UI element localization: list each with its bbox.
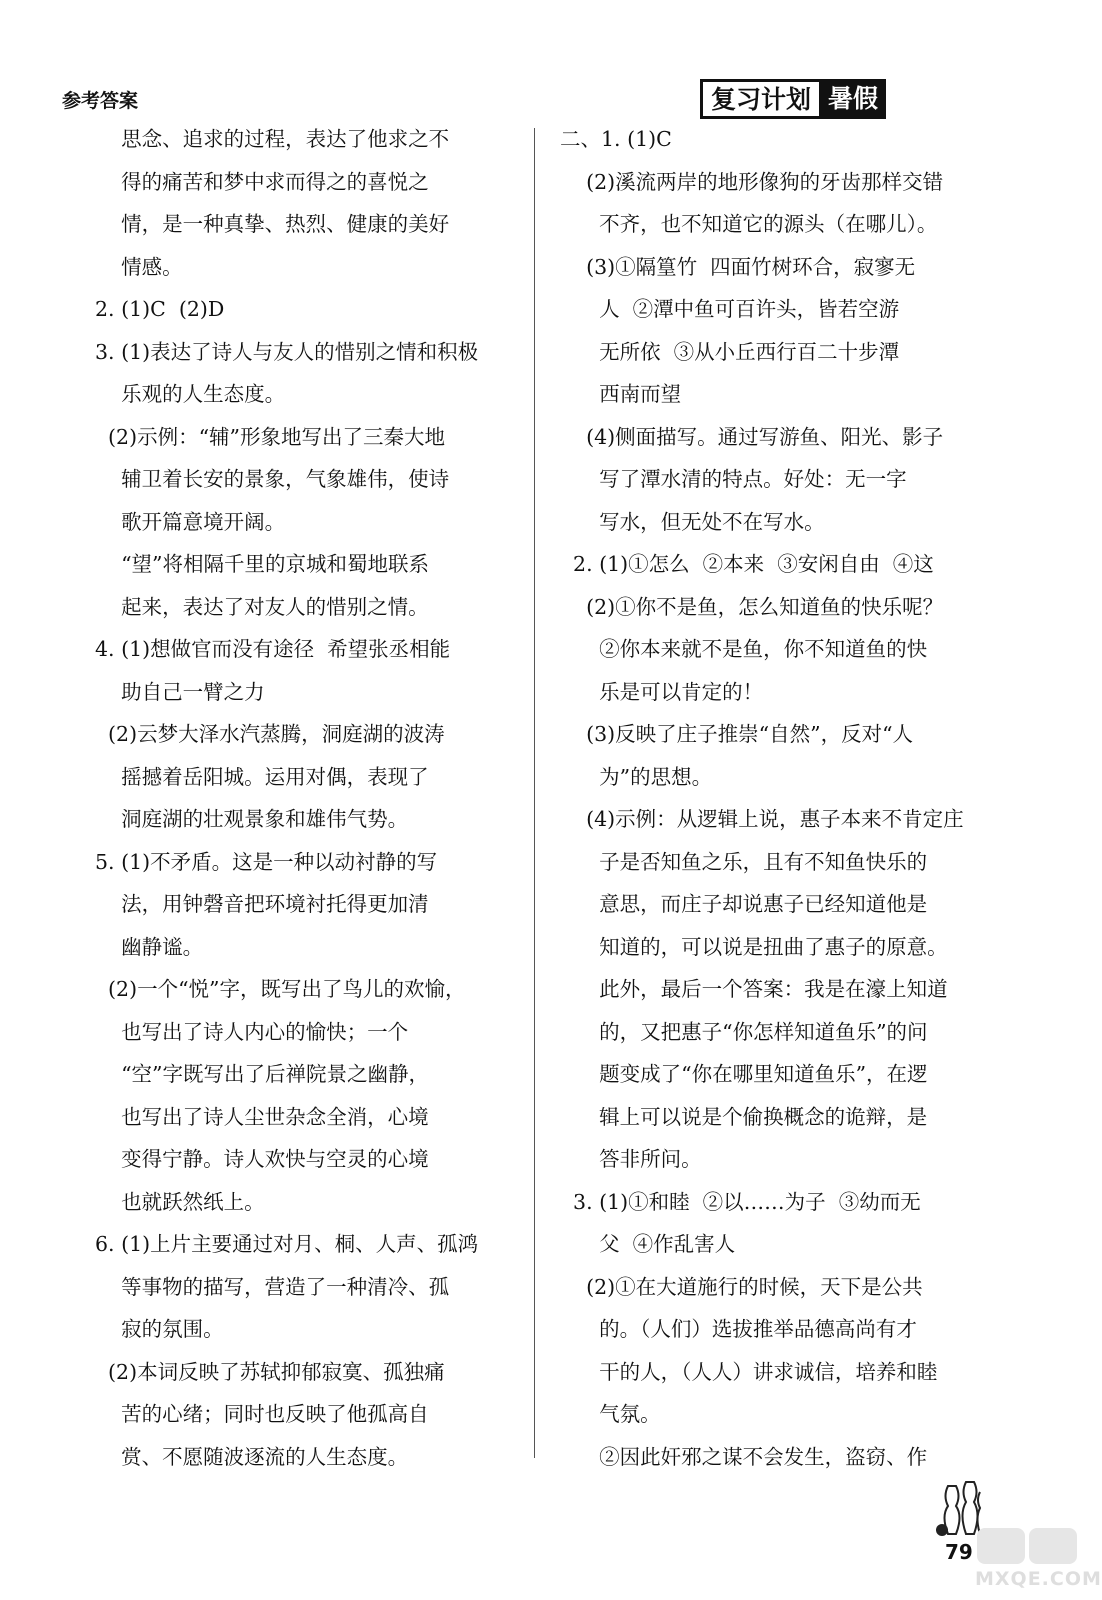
left-answer-line: 辅卫着长安的景象，气象雄伟，使诗 <box>95 467 450 491</box>
right-answer-line: 的，又把惠子“你怎样知道鱼乐”的问 <box>560 1019 928 1044</box>
right-answer-line: 的。（人们）选拔推举品德高尚有才 <box>560 1317 917 1341</box>
right-answer-line: 2. (1)①怎么 ②本来 ③安闲自由 ④这 <box>560 552 934 576</box>
left-answer-line: 寂的氛围。 <box>95 1317 224 1341</box>
right-answer-line: 题变成了“你在哪里知道鱼乐”，在逻 <box>560 1062 928 1086</box>
left-answer-line: 赏、不愿随波逐流的人生态度。 <box>95 1444 409 1469</box>
right-answer-line: 气氛。 <box>560 1402 661 1426</box>
badge-plan-text: 复习计划 <box>700 79 822 119</box>
right-answer-line: 不齐，也不知道它的源头（在哪儿）。 <box>560 212 938 236</box>
right-answer-line: 西南而望 <box>560 382 682 406</box>
left-answer-line: 洞庭湖的壮观景象和雄伟气势。 <box>95 807 409 831</box>
right-answer-line: (3)反映了庄子推崇“自然”，反对“人 <box>560 722 914 746</box>
left-answer-line: 苦的心绪；同时也反映了他孤高自 <box>95 1402 429 1426</box>
right-answer-line: (2)①你不是鱼，怎么知道鱼的快乐呢？ <box>560 594 944 619</box>
right-answer-line: 乐是可以肯定的！ <box>560 679 764 704</box>
section-label: 参考答案 <box>62 90 139 112</box>
right-answer-line: (3)①隔篁竹 四面竹树环合，寂寥无 <box>560 254 916 279</box>
right-answer-line: 二、1. (1)C <box>560 127 672 151</box>
right-answer-line: (2)①在大道施行的时候，天下是公共 <box>560 1274 923 1299</box>
left-answer-line: 幽静谧。 <box>95 934 204 959</box>
left-answer-line: (2)一个“悦”字，既写出了鸟儿的欢愉， <box>95 977 466 1001</box>
left-answer-line: 情，是一种真挚、热烈、健康的美好 <box>95 212 450 236</box>
right-answer-line: (2)溪流两岸的地形像狗的牙齿那样交错 <box>560 169 944 194</box>
left-answer-line: 起来，表达了对友人的惜别之情。 <box>95 594 429 619</box>
right-answer-line: 为”的思想。 <box>560 764 713 789</box>
watermark-logo-icon <box>975 1520 1080 1568</box>
right-answer-line: (4)示例：从逻辑上说，惠子本来不肯定庄 <box>560 807 964 831</box>
left-answer-line: 3. (1)表达了诗人与友人的惜别之情和积极 <box>95 339 479 364</box>
left-answer-line: 5. (1)不矛盾。这是一种以动衬静的写 <box>95 849 438 874</box>
left-answer-line: 助自己一臂之力 <box>95 679 265 704</box>
right-answer-line: 无所依 ③从小丘西行百二十步潭 <box>560 339 900 364</box>
left-answer-line: 6. (1)上片主要通过对月、桐、人声、孤鸿 <box>95 1232 479 1256</box>
right-answer-line: 写了潭水清的特点。好处：无一字 <box>560 467 907 491</box>
right-answer-line: 子是否知鱼之乐，且有不知鱼快乐的 <box>560 849 928 874</box>
right-answer-line: ②你本来就不是鱼，你不知道鱼的快 <box>560 637 928 661</box>
right-answer-column <box>560 118 1005 1478</box>
left-answer-line: 2. (1)C (2)D <box>95 297 225 321</box>
summer-review-badge <box>700 79 886 119</box>
badge-season-text: 暑假 <box>822 81 884 117</box>
left-answer-line: 得的痛苦和梦中求而得之的喜悦之 <box>95 169 429 194</box>
right-answer-line: 意思，而庄子却说惠子已经知道他是 <box>560 892 928 916</box>
right-answer-line: 干的人，（人人）讲求诚信，培养和睦 <box>560 1359 938 1384</box>
left-answer-line: 4. (1)想做官而没有途径 希望张丞相能 <box>95 637 451 661</box>
page-number: 79 <box>945 1540 973 1564</box>
left-answer-line: 歌开篇意境开阔。 <box>95 509 286 534</box>
right-answer-line: 辑上可以说是个偷换概念的诡辩，是 <box>560 1104 928 1129</box>
site-watermark <box>975 1520 1102 1595</box>
left-answer-line: (2)本词反映了苏轼抑郁寂寞、孤独痛 <box>95 1359 445 1384</box>
left-answer-line: (2)示例：“辅”形象地写出了三秦大地 <box>95 424 446 449</box>
left-answer-line: 情感。 <box>95 254 183 279</box>
right-answer-line: 知道的，可以说是扭曲了惠子的原意。 <box>560 934 948 959</box>
right-answer-line: (4)侧面描写。通过写游鱼、阳光、影子 <box>560 424 944 449</box>
column-divider <box>534 128 535 1458</box>
left-answer-line: 也写出了诗人内心的愉快；一个 <box>95 1019 409 1044</box>
right-answer-line: 此外，最后一个答案：我是在濠上知道 <box>560 977 948 1001</box>
left-answer-line: 也写出了诗人尘世杂念全消，心境 <box>95 1104 429 1129</box>
left-answer-line: 也就跃然纸上。 <box>95 1189 265 1214</box>
left-answer-line: 变得宁静。诗人欢快与空灵的心境 <box>95 1147 429 1171</box>
left-answer-line: 乐观的人生态度。 <box>95 382 286 406</box>
right-answer-line: 答非所问。 <box>560 1147 702 1171</box>
right-answer-line: 写水，但无处不在写水。 <box>560 509 825 534</box>
watermark-url: MXQE.COM <box>975 1568 1102 1590</box>
right-answer-line: 人 ②潭中鱼可百许头，皆若空游 <box>560 297 900 321</box>
left-answer-line: 摇撼着岳阳城。运用对偶，表现了 <box>95 764 429 789</box>
left-answer-line: “望”将相隔千里的京城和蜀地联系 <box>95 552 430 576</box>
left-answer-column <box>95 118 525 1478</box>
right-answer-line: ②因此奸邪之谋不会发生，盗窃、作 <box>560 1444 928 1469</box>
left-answer-line: 思念、追求的过程，表达了他求之不 <box>95 127 450 151</box>
right-answer-line: 3. (1)①和睦 ②以……为子 ③幼而无 <box>560 1189 921 1214</box>
left-answer-line: “空”字既写出了后禅院景之幽静， <box>95 1062 430 1086</box>
left-answer-line: (2)云梦大泽水汽蒸腾，洞庭湖的波涛 <box>95 722 445 746</box>
left-answer-line: 法，用钟磬音把环境衬托得更加清 <box>95 892 429 916</box>
right-answer-line: 父 ④作乱害人 <box>560 1232 736 1256</box>
left-answer-line: 等事物的描写，营造了一种清冷、孤 <box>95 1274 450 1299</box>
